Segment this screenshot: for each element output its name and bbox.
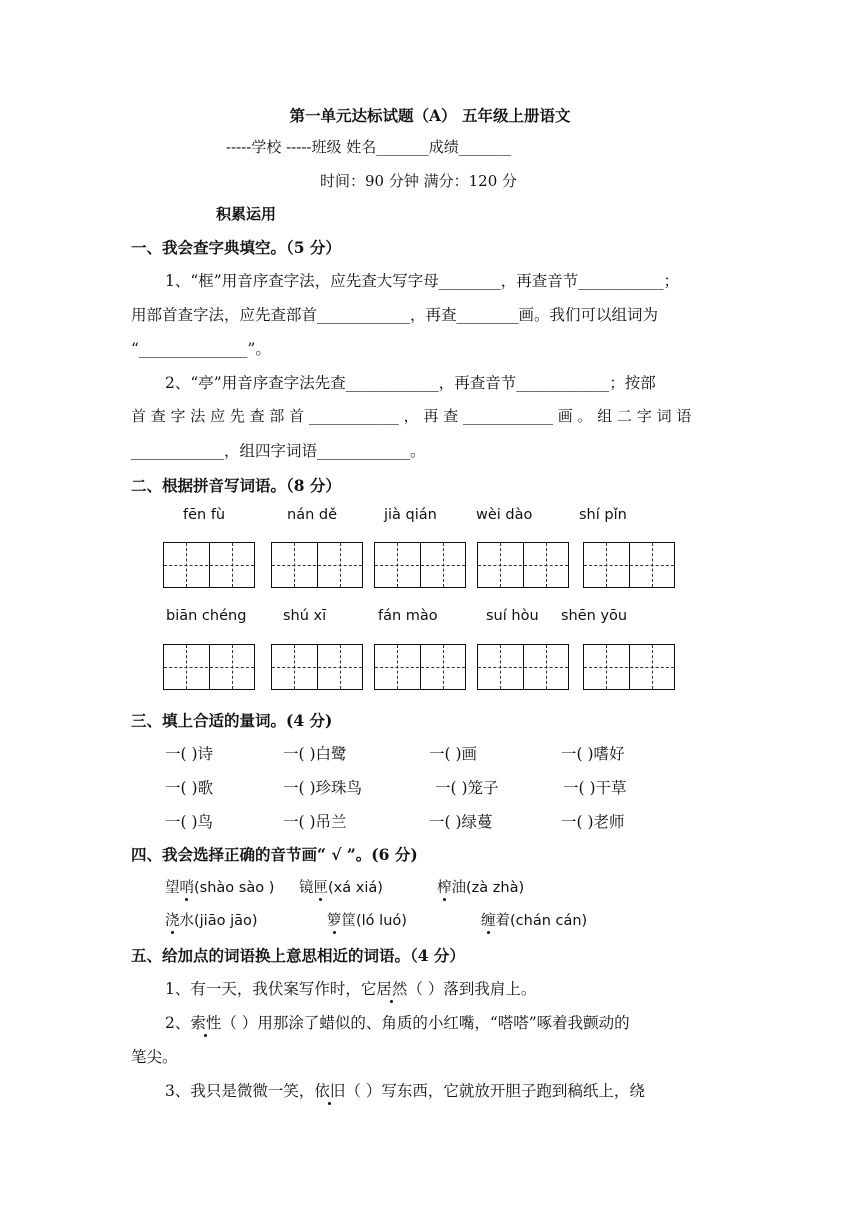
measure-word-item: 一( )珍珠鸟 [283, 779, 363, 797]
measure-word-item: 一( )绿蔓 [429, 813, 493, 831]
writing-grid[interactable] [583, 644, 675, 690]
exam-time-line: 时间：90 分钟 满分：120 分 [320, 172, 518, 190]
pinyin-choice-item: 榨油(zà zhà) [437, 880, 525, 896]
measure-word-item: 一( )画 [429, 745, 478, 763]
section-5-sentence-2-cont: 笔尖。 [131, 1048, 178, 1066]
pinyin-label: biān chéng [166, 608, 247, 624]
writing-grid[interactable] [477, 542, 569, 588]
page-title: 第一单元达标试题（A） 五年级上册语文 [289, 106, 571, 125]
pinyin-label: fán mào [378, 608, 438, 624]
pinyin-label: fēn fù [183, 507, 226, 523]
section-1-line-3: “______________”。 [131, 340, 271, 358]
section-1-line-1: 1、“框”用音序查字法，应先查大写字母________，再查音节___________； [165, 272, 679, 290]
section-1-line-4: 2、“亭”用音序查字法先查____________，再查音节____________；按部 [165, 374, 656, 392]
section-3-heading: 三、填上合适的量词。(4 分) [131, 711, 333, 730]
pinyin-label: jià qián [384, 507, 437, 523]
writing-grid[interactable] [163, 542, 255, 588]
section-5-sentence-3: 3、我只是微微一笑，依旧（ ）写东西，它就放开胆子跑到稿纸上，绕 [165, 1082, 645, 1100]
writing-grid[interactable] [271, 542, 363, 588]
measure-word-item: 一( )笼子 [435, 779, 499, 797]
measure-word-item: 一( )诗 [165, 745, 214, 763]
measure-word-item: 一( )鸟 [165, 813, 214, 831]
section-1-line-6: ____________，组四字词语____________。 [131, 442, 426, 460]
pinyin-choice-item: 望哨(shào sào ) [165, 880, 275, 896]
pinyin-label: nán dě [287, 507, 337, 523]
section-5-sentence-1: 1、有一天，我伏案写作时，它居然（ ）落到我肩上。 [165, 980, 537, 998]
pinyin-choice-item: 箩筐(ló luó) [327, 913, 407, 929]
writing-grid[interactable] [374, 644, 466, 690]
section-1-heading: 一、我会查字典填空。（5 分） [131, 238, 341, 257]
writing-grid[interactable] [163, 644, 255, 690]
section-1-line-2: 用部首查字法，应先查部首____________，再查________画。我们可以组词为 [131, 306, 659, 324]
measure-word-item: 一( )老师 [561, 813, 625, 831]
pinyin-label: suí hòu [486, 608, 539, 624]
writing-grid[interactable] [477, 644, 569, 690]
pinyin-choice-item: 缠着(chán cán) [481, 913, 588, 929]
pinyin-label: shēn yōu [561, 608, 628, 624]
writing-grid[interactable] [374, 542, 466, 588]
pinyin-label: shí pǐn [579, 507, 627, 523]
section-2-heading: 二、根据拼音写词语。（8 分） [131, 476, 341, 495]
pinyin-label: shú xī [283, 608, 327, 624]
measure-word-item: 一( )白鹭 [283, 745, 347, 763]
section-5-heading: 五、给加点的词语换上意思相近的词语。（4 分） [131, 946, 465, 965]
measure-word-item: 一( )歌 [165, 779, 214, 797]
section-5-sentence-2: 2、索性（ ）用那涂了蜡似的、角质的小红嘴，“嗒嗒”啄着我颤动的 [165, 1014, 630, 1032]
student-info-line: -----学校 -----班级 姓名_______成绩_______ [226, 138, 512, 156]
pinyin-choice-item: 镜匣(xá xiá) [299, 880, 383, 896]
measure-word-item: 一( )干草 [563, 779, 627, 797]
writing-grid[interactable] [583, 542, 675, 588]
measure-word-item: 一( )吊兰 [283, 813, 347, 831]
pinyin-choice-item: 浇水(jiāo jāo) [165, 913, 258, 929]
measure-word-item: 一( )嗜好 [561, 745, 625, 763]
section-4-heading: 四、我会选择正确的音节画“ √ ”。(6 分) [131, 845, 418, 864]
section-1-line-5: 首 查 字 法 应 先 查 部 首 ____________ ， 再 查 ____________ 画 。 组 二 字 词 语 [131, 407, 692, 425]
pinyin-label: wèi dào [476, 507, 533, 523]
writing-grid[interactable] [271, 644, 363, 690]
part-title: 积累运用 [216, 205, 277, 223]
